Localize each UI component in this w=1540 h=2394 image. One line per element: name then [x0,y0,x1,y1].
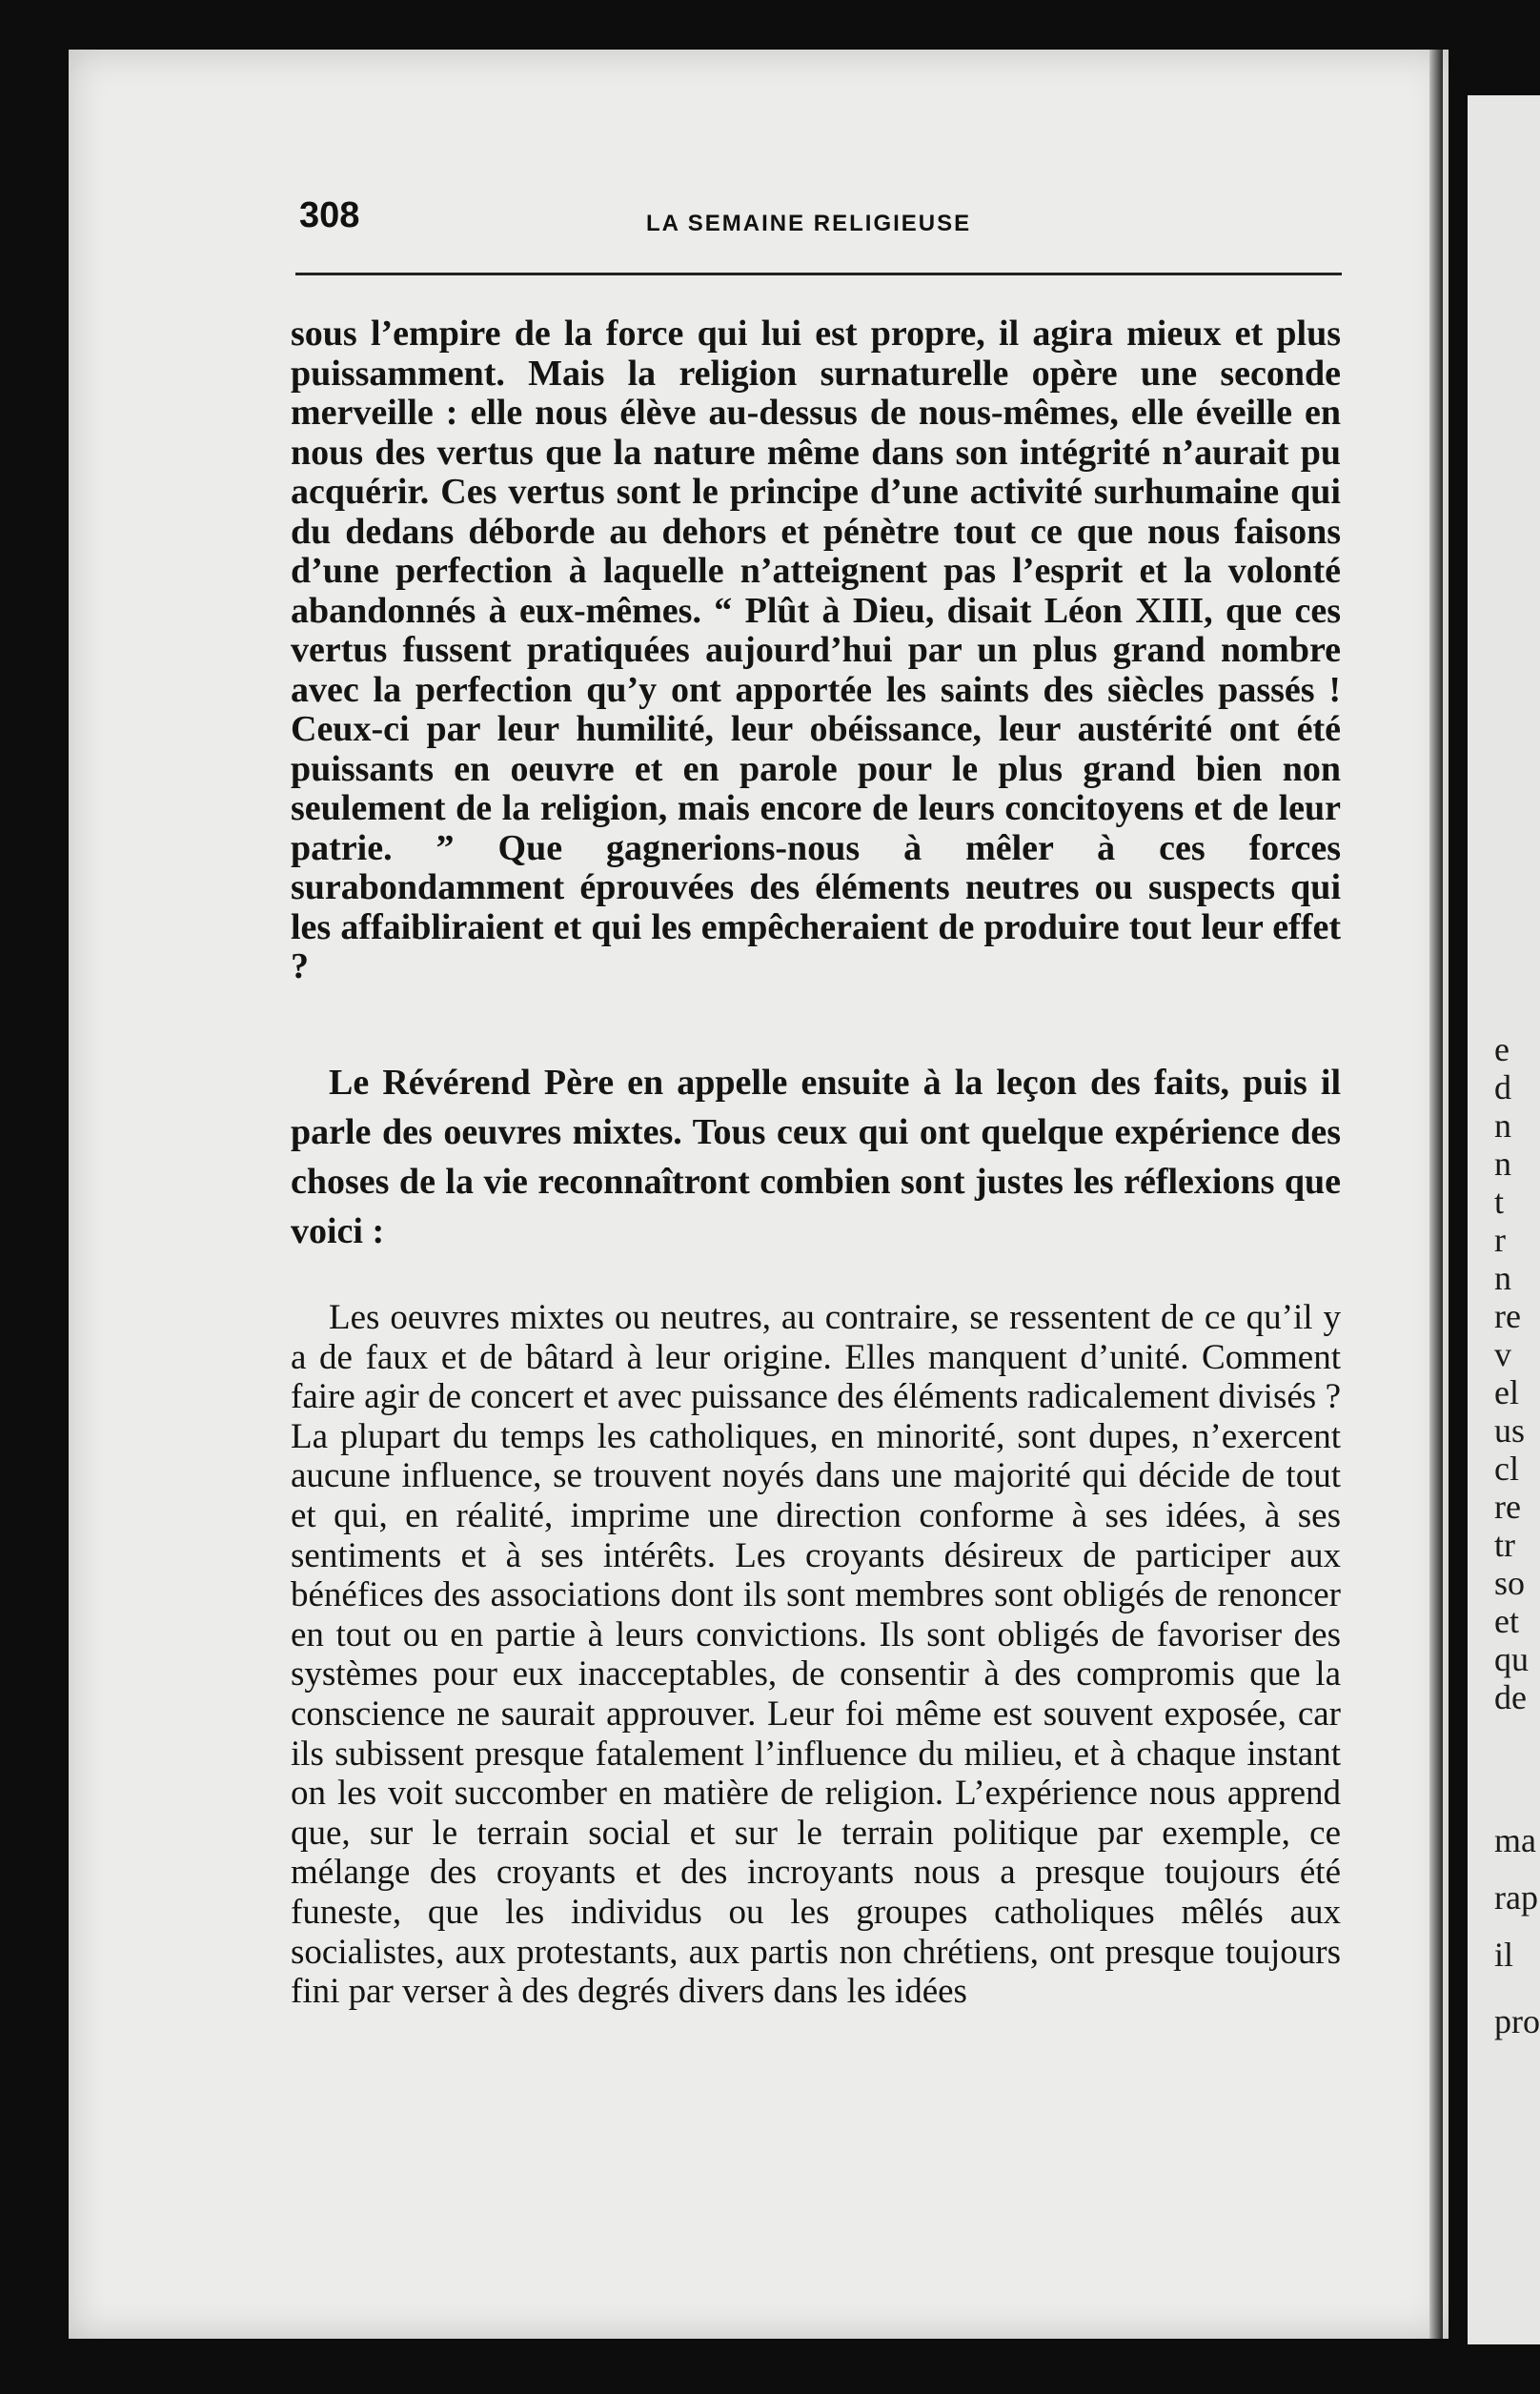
facing-page-fragment: d [1494,1068,1511,1106]
facing-page-fragment: v [1494,1335,1511,1373]
facing-page-fragment: qu [1494,1640,1529,1678]
facing-page-fragment: re [1494,1297,1521,1335]
body-paragraph: Le Révérend Père en appelle ensuite à la leçon des faits, puis il parle des oeuvres mixtes. Tous ceux qui ont quelque expérience des choses de la vie reconnaîtront combien sont justes les réflexions que voici : [291,1063,1341,1251]
facing-page-edge [1468,95,1540,2344]
facing-page-fragment: rap [1494,1878,1538,1917]
facing-page-fragment: et [1494,1602,1519,1640]
facing-page-fragment: t [1494,1183,1505,1221]
facing-page-fragment: tr [1494,1526,1515,1564]
facing-page-fragment: el [1494,1373,1519,1411]
page-number: 308 [299,195,360,235]
facing-page-fragment: n [1494,1106,1511,1145]
facing-page-fragment: cl [1494,1450,1519,1488]
facing-page-fragment: n [1494,1145,1511,1183]
quoted-paragraph: Les oeuvres mixtes ou neutres, au contraire, se ressentent de ce qu’il y a de faux et de bâtard à leur origine. Elles manquent d’unité. Comment faire agir de concert et avec puissance des éléments radicalement divisés ? La plupart du temps les catholiques, en minorité, sont dupes, n’exercent aucune influence, se trouvent noyés dans une majorité qui décide de tout et qui, en réalité, imprime une direction conforme à ses idées, à ses sentiments et à ses intérêts. Les croyants désireux de participer aux bénéfices des associations dont ils sont membres sont obligés de renoncer en tout ou en partie à leurs convictions. Ils sont obligés de favoriser des systèmes pour eux inacceptables, de consentir à des compromis que la conscience ne saurait approuver. Leur foi même est souvent exposée, car ils subissent presque fatalement l’influence du milieu, et à chaque instant on les voit succomber en matière de religion. L’expérience nous apprend que, sur le terrain social et sur le terrain politique par exemple, ce mélange des croyants et des incroyants nous a presque toujours été funeste, que les individus ou les groupes catholiques mêlés aux socialistes, aux protestants, aux partis non chrétiens, ont presque toujours fini par verser à des degrés divers dans les idées [291,1298,1341,2012]
body-paragraph: sous l’empire de la force qui lui est propre, il agira mieux et plus puissamment. Mais la religion surnaturelle opère une seconde merveille : elle nous élève au-dessus de nous-mêmes, elle éveille en nous des vertus que la nature même dans son intégrité n’aurait pu acquérir. Ces vertus sont le principe d’une activité surhumaine qui du dedans déborde au dehors et pénètre tout ce que nous faisons d’une perfection à laquelle n’atteignent pas l’esprit et la volonté abandonnés à eux-mêmes. “ Plût à Dieu, disait Léon XIII, que ces vertus fussent pratiquées aujourd’hui par un plus grand nombre avec la perfection qu’y ont apportée les saints des siècles passés ! Ceux-ci par leur humilité, leur obéissance, leur austérité ont été puissants en oeuvre et en parole pour le plus grand bien non seulement de la religion, mais encore de leurs concitoyens et de leur patrie. ” Que gagnerions-nous à mêler à ces forces surabondamment éprouvées des éléments neutres ou suspects qui les affaibliraient et qui les empêcheraient de produire tout leur effet ? [291,314,1341,986]
facing-page-fragment: pro [1494,2002,1540,2040]
facing-page-fragment: ma [1494,1821,1536,1859]
page-header [227,195,1342,262]
facing-page-fragment: so [1494,1564,1526,1602]
facing-page-fragment: n [1494,1259,1511,1297]
facing-page-fragment: e [1494,1030,1510,1068]
facing-page-fragment: us [1494,1411,1526,1450]
header-rule [295,273,1342,275]
facing-page-fragment: r [1494,1221,1506,1259]
facing-page-fragment: il [1494,1936,1514,1974]
book-gutter [1429,50,1443,2339]
facing-page-fragment: re [1494,1488,1521,1526]
facing-page-fragment: de [1494,1678,1527,1716]
running-title: LA SEMAINE RELIGIEUSE [646,211,972,236]
